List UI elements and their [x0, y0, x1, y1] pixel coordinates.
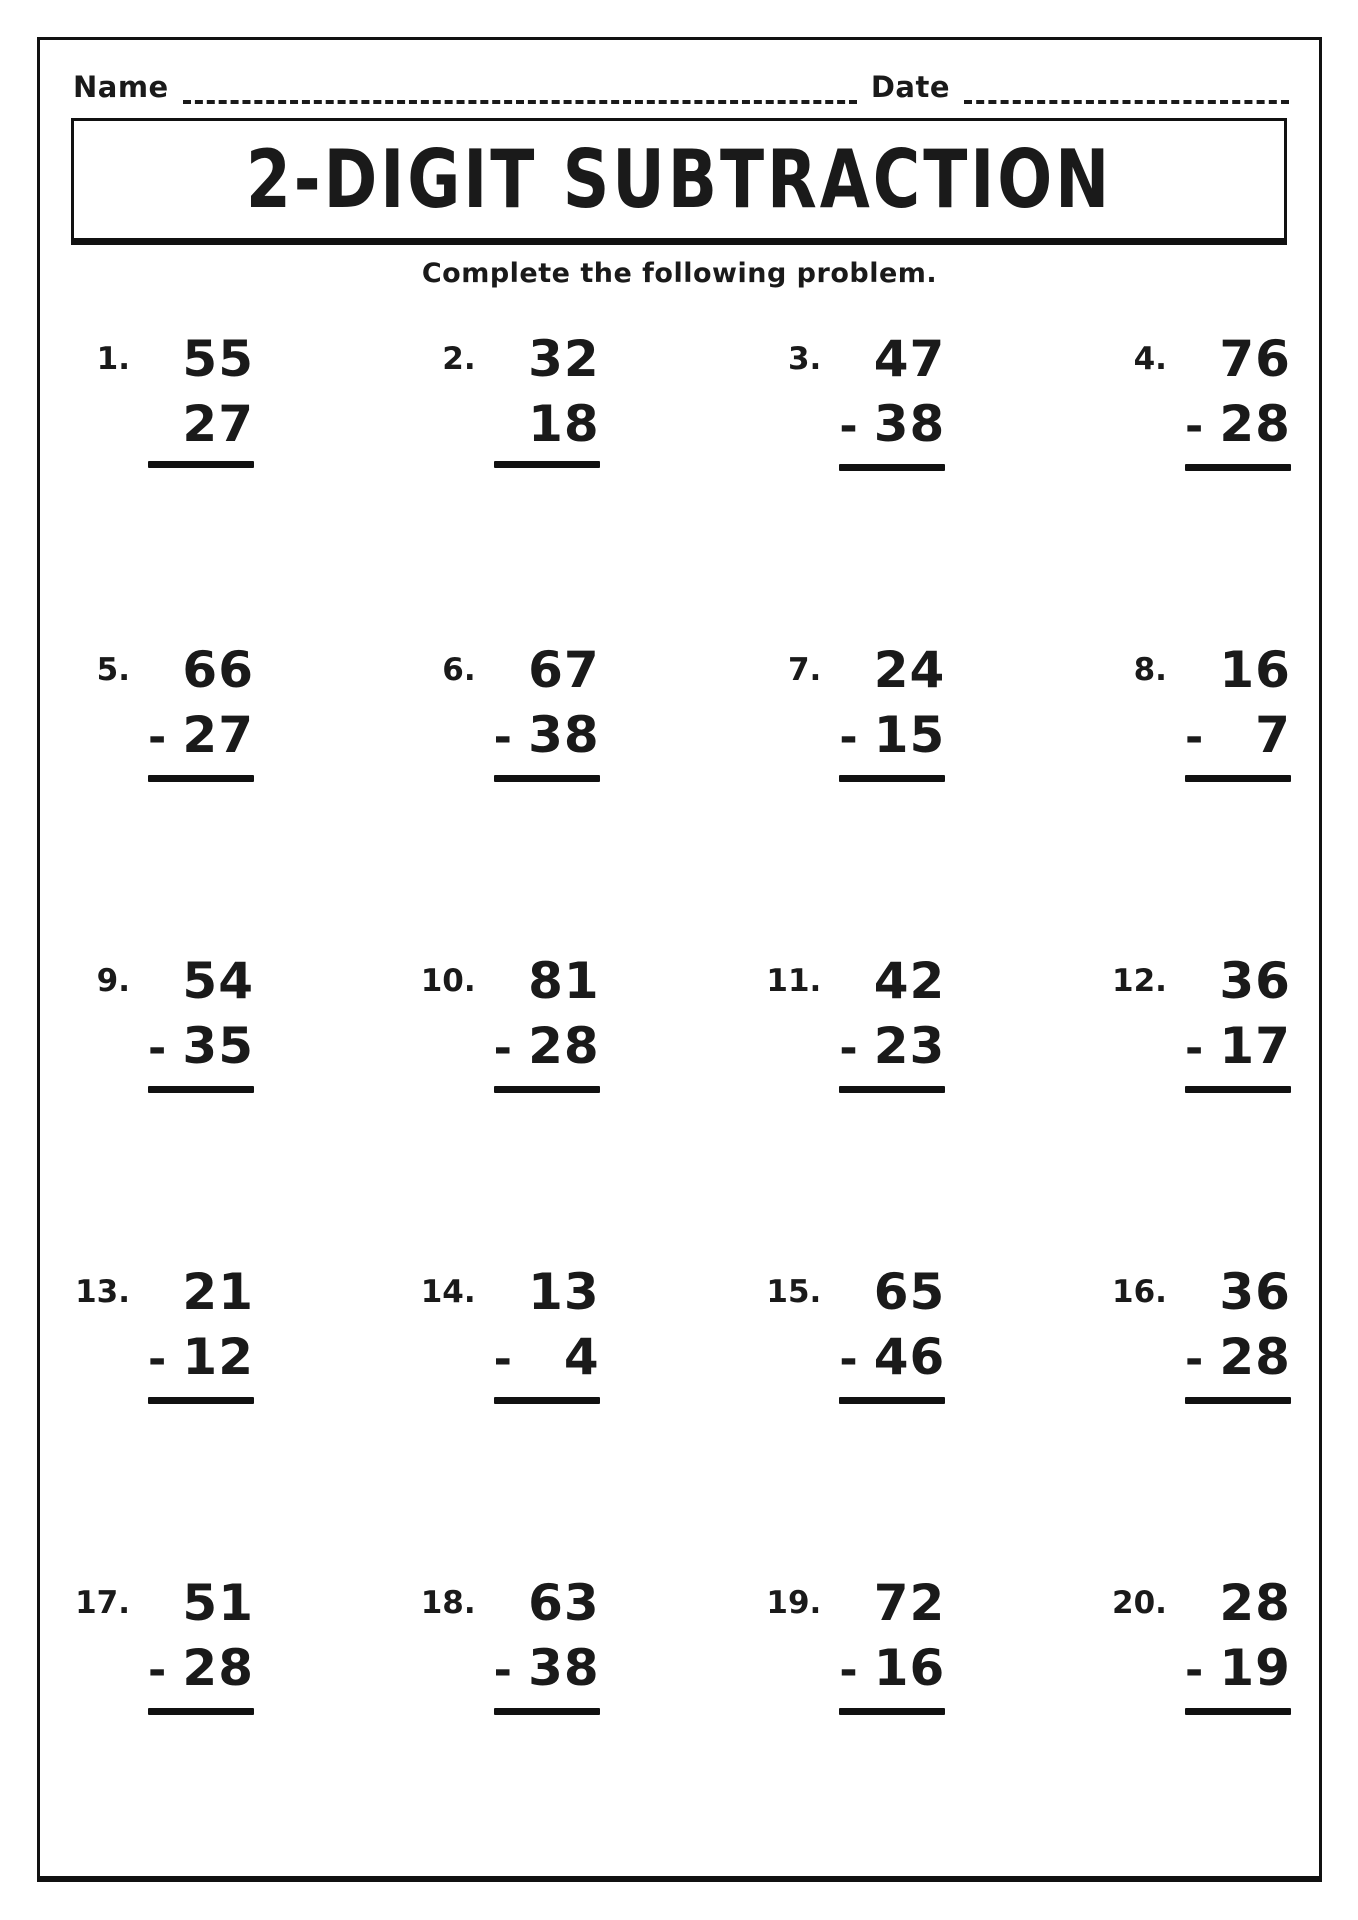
problem-item — [761, 1574, 945, 1885]
problem-stack — [494, 641, 600, 782]
minuend: 13 — [528, 1263, 600, 1321]
minus-sign: - — [839, 712, 858, 763]
minus-sign: - — [493, 1645, 512, 1696]
name-label: Name — [73, 70, 169, 104]
subtrahend: 7 — [1255, 706, 1291, 764]
worksheet-page — [37, 37, 1322, 1882]
problem-stack — [148, 952, 254, 1093]
problem-item — [1107, 330, 1291, 641]
minuend: 36 — [1219, 1263, 1291, 1321]
subtraction-row — [1185, 396, 1291, 455]
minuend: 65 — [873, 1263, 946, 1321]
subtrahend: 46 — [873, 1328, 946, 1386]
answer-line — [1185, 775, 1291, 782]
problem-number: 20. — [1112, 1585, 1167, 1621]
problem-item — [70, 330, 254, 641]
problem-stack — [1185, 641, 1291, 782]
subtraction-row — [148, 1329, 254, 1388]
minus-sign: - — [1184, 1023, 1204, 1074]
problem-item — [416, 1263, 600, 1574]
minuend: 55 — [182, 330, 254, 388]
problem-stack — [839, 952, 945, 1093]
problem-stack — [148, 330, 254, 468]
subtrahend: 18 — [528, 395, 600, 453]
minus-sign: - — [1184, 1334, 1204, 1385]
subtraction-row — [494, 1640, 600, 1699]
problem-number: 12. — [1112, 963, 1167, 999]
problem-number: 6. — [442, 652, 476, 688]
problems-grid — [70, 308, 1291, 1885]
problem-item — [761, 641, 945, 952]
subtrahend: 15 — [873, 706, 946, 764]
subtrahend: 4 — [563, 1328, 600, 1386]
subtrahend: 38 — [873, 395, 946, 453]
subtraction-row — [494, 1018, 600, 1077]
minus-sign: - — [148, 1023, 167, 1074]
answer-line — [839, 775, 945, 782]
minuend: 81 — [528, 952, 600, 1010]
problem-number: 1. — [96, 341, 130, 377]
minuend: 47 — [873, 330, 946, 388]
answer-line — [1185, 464, 1291, 471]
answer-line — [1185, 1708, 1291, 1715]
subtrahend: 38 — [528, 1639, 600, 1697]
answer-line — [1185, 1397, 1291, 1404]
minuend: 67 — [528, 641, 600, 699]
date-blank-line — [964, 70, 1289, 104]
date-label: Date — [870, 70, 950, 104]
problem-stack — [494, 952, 600, 1093]
subtrahend: 38 — [528, 706, 600, 764]
minus-sign: - — [493, 712, 512, 763]
minus-sign: - — [839, 1645, 858, 1696]
subtrahend: 27 — [182, 395, 254, 453]
subtraction-row — [839, 1640, 945, 1699]
subtraction-row — [494, 707, 600, 766]
problem-number: 19. — [766, 1585, 822, 1621]
minuend: 66 — [182, 641, 254, 699]
problem-stack — [148, 1263, 254, 1404]
answer-line — [148, 1708, 254, 1715]
subtraction-row — [839, 396, 945, 455]
problem-item — [70, 641, 254, 952]
minuend: 63 — [528, 1574, 600, 1632]
subtraction-row — [839, 707, 945, 766]
subtraction-row — [494, 396, 600, 452]
name-blank-line — [183, 70, 857, 104]
subtrahend: 12 — [182, 1328, 254, 1386]
minus-sign: - — [1184, 712, 1204, 763]
problem-stack — [148, 641, 254, 782]
answer-line — [148, 1397, 254, 1404]
answer-line — [839, 1397, 945, 1404]
name-date-row — [73, 70, 1289, 104]
minuend: 76 — [1219, 330, 1291, 388]
problem-item — [1107, 1574, 1291, 1885]
subtrahend: 28 — [182, 1639, 254, 1697]
problem-item — [1107, 1263, 1291, 1574]
problem-number: 15. — [766, 1274, 822, 1310]
answer-line — [839, 1086, 945, 1093]
answer-line — [494, 461, 600, 468]
answer-line — [494, 1708, 600, 1715]
minuend: 51 — [182, 1574, 254, 1632]
subtrahend: 28 — [1219, 1328, 1291, 1386]
problem-item — [416, 330, 600, 641]
problem-item — [416, 641, 600, 952]
minus-sign: - — [839, 1023, 858, 1074]
minus-sign: - — [1184, 401, 1204, 452]
problem-item — [761, 1263, 945, 1574]
answer-line — [839, 464, 945, 471]
minuend: 28 — [1219, 1574, 1291, 1632]
problem-number: 3. — [787, 341, 822, 377]
instructions-text: Complete the following problem. — [421, 258, 938, 289]
problem-stack — [1185, 330, 1291, 471]
problem-item — [761, 330, 945, 641]
minus-sign: - — [148, 1645, 167, 1696]
subtraction-row — [148, 1018, 254, 1077]
minuend: 54 — [182, 952, 254, 1010]
minuend: 24 — [873, 641, 946, 699]
problem-number: 10. — [420, 963, 476, 999]
subtrahend: 17 — [1219, 1017, 1291, 1075]
problem-item — [70, 952, 254, 1263]
minuend: 42 — [873, 952, 946, 1010]
problem-stack — [1185, 952, 1291, 1093]
subtraction-row — [148, 1640, 254, 1699]
problem-stack — [1185, 1263, 1291, 1404]
subtrahend: 19 — [1219, 1639, 1291, 1697]
subtraction-row — [148, 707, 254, 766]
problem-stack — [839, 330, 945, 471]
minuend: 32 — [528, 330, 600, 388]
subtrahend: 28 — [528, 1017, 600, 1075]
subtraction-row — [839, 1018, 945, 1077]
problem-number: 4. — [1133, 341, 1167, 377]
answer-line — [494, 1086, 600, 1093]
problem-stack — [494, 1574, 600, 1715]
problem-number: 16. — [1112, 1274, 1167, 1310]
problem-stack — [1185, 1574, 1291, 1715]
problem-number: 5. — [96, 652, 130, 688]
problem-number: 13. — [75, 1274, 130, 1310]
subtraction-row — [1185, 1640, 1291, 1699]
problem-item — [416, 952, 600, 1263]
problem-number: 14. — [420, 1274, 476, 1310]
problem-number: 18. — [420, 1585, 476, 1621]
minuend: 72 — [873, 1574, 946, 1632]
problem-item — [70, 1263, 254, 1574]
problem-stack — [494, 1263, 600, 1404]
problem-number: 8. — [1133, 652, 1167, 688]
page-title: 2-DIGIT SUBTRACTION — [245, 132, 1113, 227]
subtraction-row — [839, 1329, 945, 1388]
subtrahend: 27 — [182, 706, 254, 764]
answer-line — [148, 461, 254, 468]
minus-sign: - — [1184, 1645, 1204, 1696]
minus-sign: - — [493, 1023, 512, 1074]
subtraction-row — [494, 1329, 600, 1388]
problem-item — [416, 1574, 600, 1885]
problem-number: 11. — [766, 963, 822, 999]
answer-line — [148, 775, 254, 782]
problem-item — [761, 952, 945, 1263]
minus-sign: - — [839, 401, 858, 452]
subtraction-row — [1185, 1329, 1291, 1388]
problem-stack — [839, 1263, 945, 1404]
problem-stack — [494, 330, 600, 468]
problem-stack — [148, 1574, 254, 1715]
subtrahend: 23 — [873, 1017, 946, 1075]
problem-item — [70, 1574, 254, 1885]
problem-item — [1107, 952, 1291, 1263]
problem-item — [1107, 641, 1291, 952]
problem-stack — [839, 641, 945, 782]
subtraction-row — [148, 396, 254, 452]
subtrahend: 35 — [182, 1017, 254, 1075]
answer-line — [1185, 1086, 1291, 1093]
problem-number: 9. — [96, 963, 130, 999]
minuend: 36 — [1219, 952, 1291, 1010]
title-box — [71, 118, 1287, 245]
minus-sign: - — [148, 1334, 167, 1385]
answer-line — [494, 1397, 600, 1404]
minus-sign: - — [493, 1334, 512, 1385]
minus-sign: - — [148, 712, 167, 763]
answer-line — [839, 1708, 945, 1715]
subtrahend: 16 — [873, 1639, 946, 1697]
minuend: 16 — [1219, 641, 1291, 699]
answer-line — [148, 1086, 254, 1093]
subtraction-row — [1185, 1018, 1291, 1077]
subtraction-row — [1185, 707, 1291, 766]
minuend: 21 — [182, 1263, 254, 1321]
problem-number: 7. — [787, 652, 822, 688]
problem-stack — [839, 1574, 945, 1715]
answer-line — [494, 775, 600, 782]
minus-sign: - — [839, 1334, 858, 1385]
problem-number: 17. — [75, 1585, 130, 1621]
problem-number: 2. — [442, 341, 476, 377]
subtrahend: 28 — [1219, 395, 1291, 453]
